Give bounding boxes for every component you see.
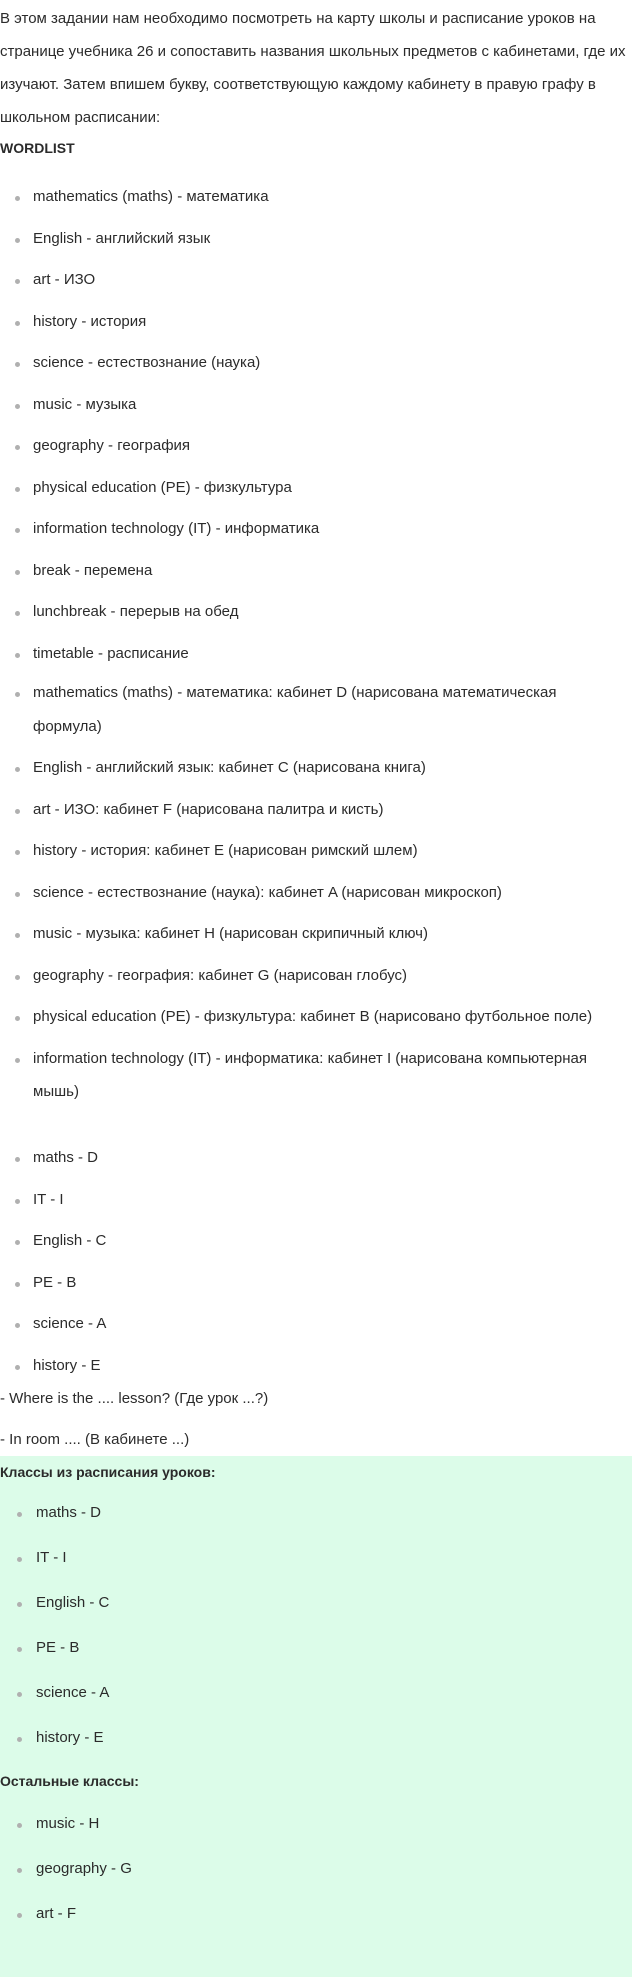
short-answer-list (0, 1141, 632, 1390)
list-item: art - F (0, 1897, 632, 1931)
schedule-list (0, 1496, 632, 1766)
list-item: music - H (0, 1807, 632, 1841)
list-item: information technology (IT) - информатика: кабинет I (нарисована компьютерная мышь) (0, 1042, 632, 1109)
list-item: IT - I (0, 1183, 632, 1217)
other-heading: Остальные классы: (0, 1773, 139, 1789)
list-item: English - C (0, 1224, 632, 1258)
list-item: maths - D (0, 1496, 632, 1530)
list-item: maths - D (0, 1141, 632, 1175)
list-item: PE - B (0, 1631, 632, 1665)
list-item: IT - I (0, 1541, 632, 1575)
list-item: art - ИЗО (0, 263, 632, 297)
list-item: science - естествознание (наука): кабинет A (нарисован микроскоп) (0, 876, 632, 910)
list-item: English - C (0, 1586, 632, 1620)
list-item: timetable - расписание (0, 637, 632, 671)
list-item: art - ИЗО: кабинет F (нарисована палитра и кисть) (0, 793, 632, 827)
wordlist-heading: WORDLIST (0, 140, 75, 156)
list-item: geography - география: кабинет G (нарисован глобус) (0, 959, 632, 993)
list-item: history - E (0, 1721, 632, 1755)
list-item: physical education (PE) - физкультура: кабинет B (нарисовано футбольное поле) (0, 1000, 632, 1034)
intro-paragraph: В этом задании нам необходимо посмотреть на карту школы и расписание уроков на странице учебника 26 и сопоставить названия школьных предметов с кабинетами, где их изучают. Затем впишем букву, соответствующую каждому кабинету в правую графу в школьном расписании: (0, 10, 626, 126)
wordlist-list (0, 180, 632, 678)
list-item: English - английский язык: кабинет C (нарисована книга) (0, 751, 632, 785)
list-item: lunchbreak - перерыв на обед (0, 595, 632, 629)
list-item: PE - B (0, 1266, 632, 1300)
other-list (0, 1807, 632, 1942)
list-item: mathematics (maths) - математика: кабинет D (нарисована математическая формула) (0, 676, 632, 743)
cabinet-list (0, 676, 632, 1117)
phrase-answer: - In room .... (В кабинете ...) (0, 1431, 190, 1448)
list-item: break - перемена (0, 554, 632, 588)
phrase-question: - Where is the .... lesson? (Где урок ...?) (0, 1390, 269, 1407)
list-item: science - естествознание (наука) (0, 346, 632, 380)
list-item: science - A (0, 1307, 632, 1341)
list-item: information technology (IT) - информатика (0, 512, 632, 546)
list-item: mathematics (maths) - математика (0, 180, 632, 214)
list-item: history - история: кабинет E (нарисован римский шлем) (0, 834, 632, 868)
list-item: geography - география (0, 429, 632, 463)
list-item: physical education (PE) - физкультура (0, 471, 632, 505)
list-item: geography - G (0, 1852, 632, 1886)
list-item: history - история (0, 305, 632, 339)
list-item: history - E (0, 1349, 632, 1383)
list-item: English - английский язык (0, 222, 632, 256)
schedule-heading: Классы из расписания уроков: (0, 1464, 216, 1480)
list-item: science - A (0, 1676, 632, 1710)
list-item: music - музыка: кабинет H (нарисован скрипичный ключ) (0, 917, 632, 951)
list-item: music - музыка (0, 388, 632, 422)
answer-box (0, 1456, 632, 1977)
